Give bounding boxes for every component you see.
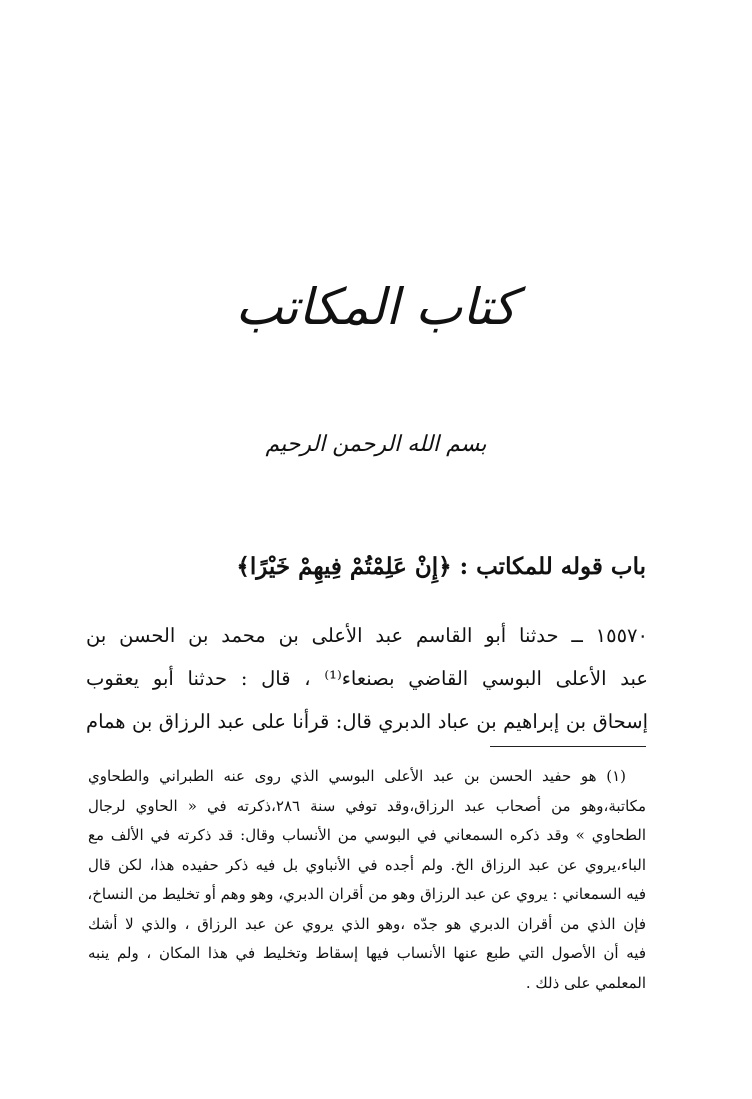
book-title: كتاب المكاتب xyxy=(235,278,517,336)
footnote-divider xyxy=(490,746,646,747)
footnote-line: المعلمي على ذلك . xyxy=(525,973,646,992)
footnotes xyxy=(88,762,646,998)
chapter-heading: باب قوله للمكاتب : ﴿إِنْ عَلِمْتُمْ فِيهِمْ خَيْرًا﴾ xyxy=(236,553,646,580)
basmala: بسم الله الرحمن الرحيم xyxy=(265,432,487,457)
footnote-line: فيه أن الأصول التي طبع عنها الأنساب فيها إسقاط وتخليط في هذا المكان ، ولم ينبه xyxy=(88,944,646,962)
main-text-line: إسحاق بن إبراهيم بن عباد الدبري قال: قرأنا على عبد الرزاق بن همام xyxy=(86,710,648,733)
main-text xyxy=(86,614,648,743)
footnote-line: (١) هو حفيد الحسن بن عبد الأعلى البوسي الذي روى عنه الطبراني والطحاوي xyxy=(88,767,626,785)
main-text-line: عبد الأعلى البوسي القاضي بصنعاء⁽¹⁾ ، قال : حدثنا أبو يعقوب xyxy=(86,667,648,690)
footnote-line: فإن الذي من أقران الدبري هو جدّه ،وهو الذي يروي عن عبد الرزاق ، والذي لا أشك xyxy=(88,914,646,933)
main-text-line: ١٥٥٧٠ ــ حدثنا أبو القاسم عبد الأعلى بن محمد بن الحسن بن xyxy=(86,624,648,647)
footnote-line: الطحاوي » وقد ذكره السمعاني في البوسي من الأنساب وقال: قد ذكرته في الألف مع xyxy=(88,826,646,844)
footnote-line: الباء،يروي عن عبد الرزاق الخ. ولم أجده في الأنباوي بل فيه ذكر حفيده هذا، لكن قال xyxy=(88,855,646,874)
footnote-line: فيه السمعاني : يروي عن عبد الرزاق وهو من أقران الدبري، وهو وهم أو تخليط من النساخ، xyxy=(87,885,646,903)
footnote-line: مكاتبة،وهو من أصحاب عبد الرزاق،وقد توفي سنة ٢٨٦،ذكرته في « الحاوي لرجال xyxy=(88,796,646,815)
